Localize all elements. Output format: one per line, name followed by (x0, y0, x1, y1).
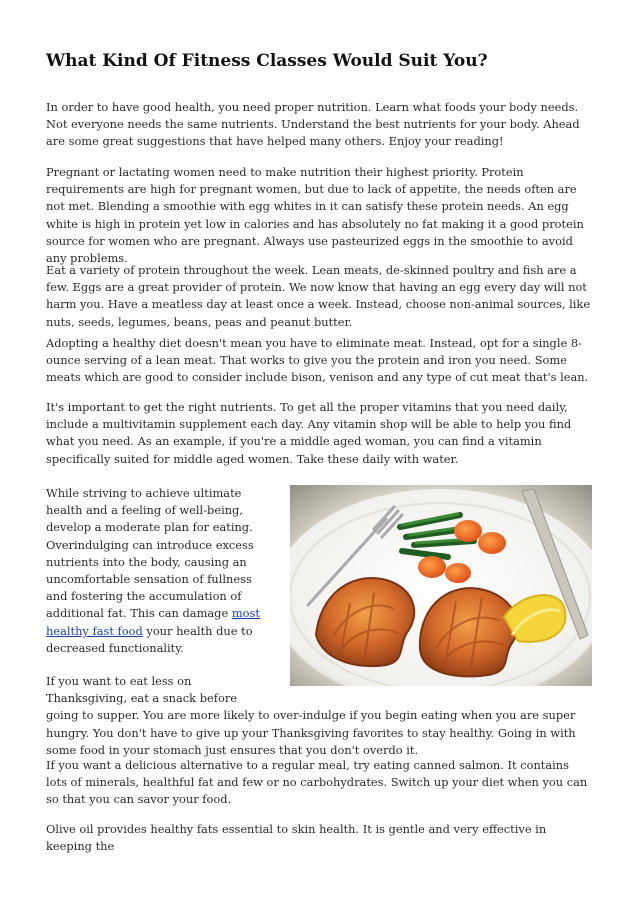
float-section (46, 485, 592, 759)
multivitamin-paragraph: It's important to get the right nutrients. To get all the proper vitamins that you need daily, include a multivitamin supplement each day. Any vitamin shop will be able to help you find what you need. As an example, if you're a middle aged woman, you can find a vitamin specifically suited for middle aged women. Take these daily with water. (46, 400, 572, 466)
canned-salmon-paragraph: If you want a delicious alternative to a regular meal, try eating canned salmon. It contains lots of minerals, healthful fat and few or no carbohydrates. Switch up your diet when you can so that you can savor your food. (46, 758, 588, 807)
protein-variety-paragraph: Eat a variety of protein throughout the week. Lean meats, de-skinned poultry and fish are a few. Eggs are a great provider of protein. We now know that having an egg every day will not harm you. Have a meatless day at least once a week. Instead, choose non-animal sources, like nuts, seeds, legumes, beans, peas and peanut butter. (46, 263, 591, 329)
moderate-eating-text: While striving to achieve ultimate health and a feeling of well-being, develop a moderate plan for eating. Overindulging can introduce excess nutrients into the body, causing an uncomfortable sensation of fullness and fostering the accumulation of additional fat. This can damage (46, 486, 254, 621)
pregnancy-paragraph: Pregnant or lactating women need to make nutrition their highest priority. Protein requirements are high for pregnant women, but due to lack of appetite, the needs often are not met. Blending a smoothie with egg whites in it can satisfy these protein needs. An egg white is high in protein yet low in calories and has absolutely no fat making it a good protein source for women who are pregnant. Always use pasteurized eggs in the smoothie to avoid any problems. (46, 165, 584, 266)
salmon-plate-illustration (290, 485, 592, 686)
page-title: What Kind Of Fitness Classes Would Suit You? (46, 51, 488, 71)
moderate-eating-text-end: your health due to decreased functionality. (46, 623, 253, 655)
lean-meat-paragraph: Adopting a healthy diet doesn't mean you have to eliminate meat. Instead, opt for a single 8-ounce serving of a lean meat. That works to give you the protein and iron you need. Some meats which are good to consider include bison, venison and any type of cut meat that's lean. (46, 336, 589, 385)
intro-paragraph: In order to have good health, you need proper nutrition. Learn what foods your body needs. Not everyone needs the same nutrients. Understand the best nutrients for your body. Ahead are some great suggestions that have helped many others. Enjoy your reading! (46, 100, 580, 149)
olive-oil-paragraph: Olive oil provides healthy fats essential to skin health. It is gentle and very effective in keeping the (46, 822, 547, 854)
salmon-plate-image (290, 485, 592, 686)
thanksgiving-paragraph: If you want to eat less on Thanksgiving, eat a snack before going to supper. You are more likely to over-indulge if you begin eating when you are super hungry. You don't have to give up your Thanksgiving favorites to stay healthy. Going in with some food in your stomach just ensures that you don't overdo it. (46, 674, 576, 757)
healthy-fast-food-link[interactable]: most healthy fast food (46, 606, 260, 638)
